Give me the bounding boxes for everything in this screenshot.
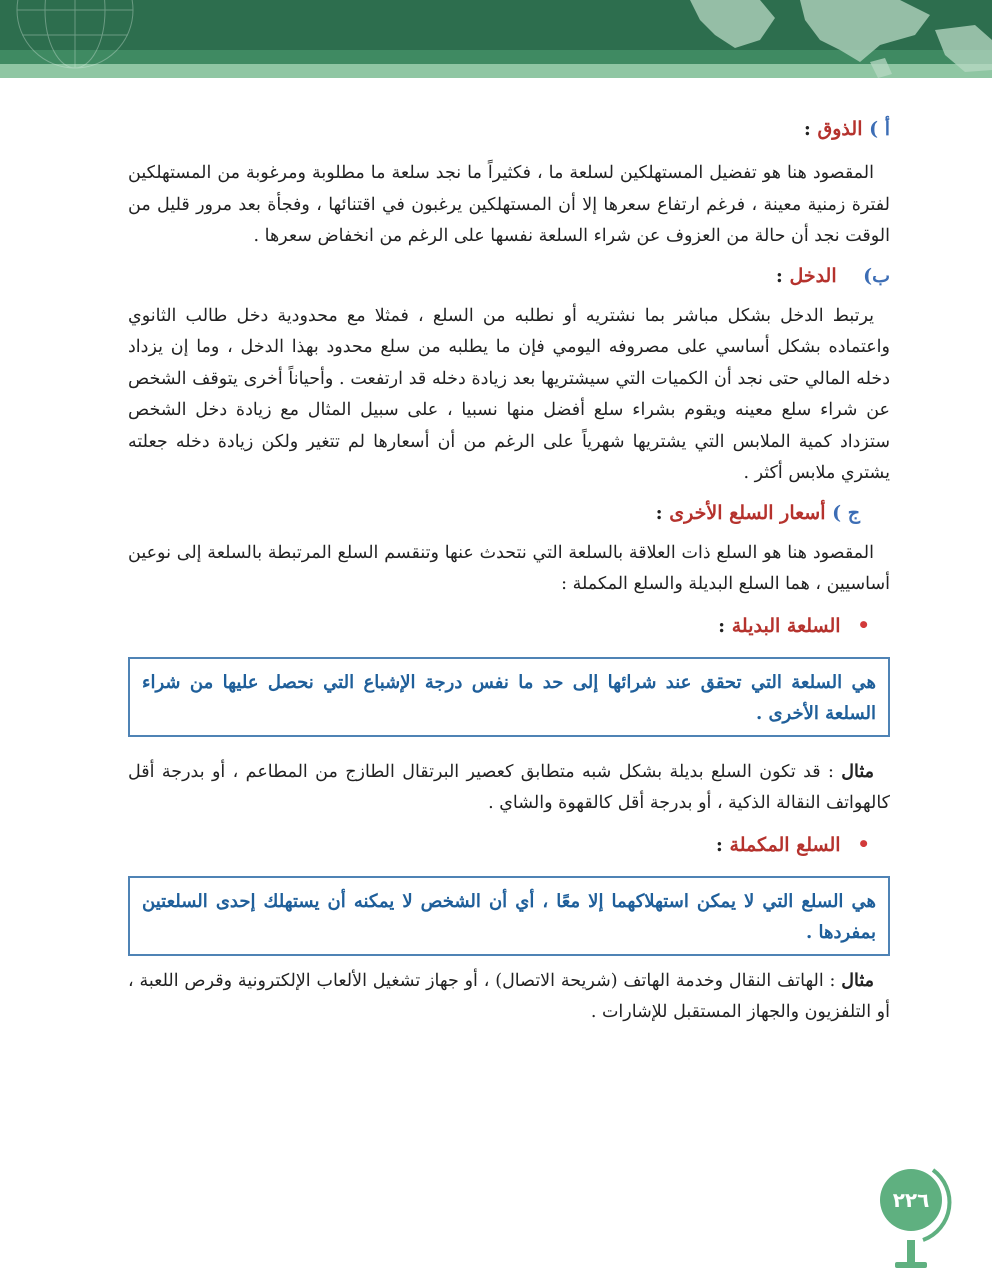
section-b-heading [128, 265, 890, 287]
complement-heading [128, 832, 870, 856]
section-a-colon: : [803, 118, 818, 140]
complement-definition: هي السلع التي لا يمكن استهلاكهما إلا معًا ، أي أن الشخص لا يمكنه أن يستهلك إحدى السلعتين بمفردها . [142, 890, 876, 943]
substitute-heading [128, 613, 870, 637]
substitute-example-label: مثال [841, 761, 874, 782]
section-a-letter: أ ) [869, 118, 890, 140]
page-content [128, 118, 890, 1198]
section-b-text: يرتبط الدخل بشكل مباشر بما نشتريه أو نطلبه من السلع ، فمثلا مع محدودية دخل طالب الثانوي واعتماده بشكل أساسي على مصروفه اليومي فإن ما يطلبه من سلع محدود بهذا الدخل ، وما إن يزداد دخله المالي حتى نجد أن الكميات التي سيشتريها بعد زيادة دخله قد ارتفعت . وأحياناً أخرى يتوقف الشخص عن شراء سلع معينه ويقوم بشراء سلع أفضل منها نسبيا ، على سبيل المثال مع زيادة دخل الشخص ستزداد كمية الملابس التي يشتريها شهرياً على الرغم من أن أسعارها لم تتغير ولكن زيادة دخله جعلته يشتري ملابس أكثر . [128, 305, 890, 483]
section-c-title: أسعار السلع الأخرى [669, 501, 826, 524]
header-mid-band [0, 50, 992, 64]
substitute-definition: هي السلعة التي تحقق عند شرائها إلى حد ما نفس درجة الإشباع التي نحصل عليها من شراء السلعة الأخرى . [142, 671, 876, 724]
complement-colon: : [715, 833, 730, 856]
complement-definition-box [128, 876, 890, 956]
substitute-colon: : [718, 614, 732, 637]
page-number-badge [873, 1166, 961, 1276]
section-c-text: المقصود هنا هو السلع ذات العلاقة بالسلعة التي نتحدث عنها وتنقسم السلع المرتبطة بالسلعة إلى نوعين أساسيين ، هما السلع البديلة والسلع المكملة : [128, 542, 890, 594]
substitute-example-text: : قد تكون السلع بديلة بشكل شبه متطابق كعصير البرتقال الطازج من المطاعم ، أو بدرجة أقل كالهواتف النقالة الذكية ، أو بدرجة أقل كالقهوة والشاي . [128, 761, 890, 813]
substitute-example [128, 757, 890, 820]
section-c-colon: : [655, 501, 670, 524]
section-a-text: المقصود هنا هو تفضيل المستهلكين لسلعة ما ، فكثيراً ما نجد سلعة ما مطلوبة ومرغوبة من المستهلكين لفترة زمنية معينة ، فرغم ارتفاع سعرها إلا أن المستهلكين يرغبون في اقتنائها ، وفجأة بعد مرور قليل من الوقت نجد أن حالة من العزوف عن شراء السلعة نفسها على الرغم من انخفاض سعرها . [128, 163, 890, 246]
header-banner [0, 0, 992, 96]
section-b-title: الدخل [789, 264, 837, 287]
substitute-definition-box [128, 657, 890, 737]
globe-stand-icon [873, 1166, 961, 1276]
complement-example-text: : الهاتف النقال وخدمة الهاتف (شريحة الاتصال) ، أو جهاز تشغيل الألعاب الإلكترونية وقرص اللعبة ، أو التلفزيون والجهاز المستقبل للإشارات . [128, 970, 890, 1022]
complement-title: السلع المكملة [729, 833, 841, 856]
section-c-letter: ج ) [832, 501, 860, 524]
section-b-letter: ب) [863, 264, 890, 287]
section-a-heading [128, 118, 890, 140]
header-light-band [0, 64, 992, 78]
page-number: ٢٢٦ [892, 1188, 930, 1212]
section-a-title: الذوق [817, 118, 863, 140]
complement-example [128, 966, 890, 1029]
substitute-title: السلعة البديلة [731, 614, 841, 637]
section-b-colon: : [775, 264, 790, 287]
section-c-heading [128, 502, 860, 524]
bullet-icon: • [857, 831, 870, 856]
bullet-icon: • [857, 612, 870, 637]
complement-example-label: مثال [841, 970, 874, 991]
